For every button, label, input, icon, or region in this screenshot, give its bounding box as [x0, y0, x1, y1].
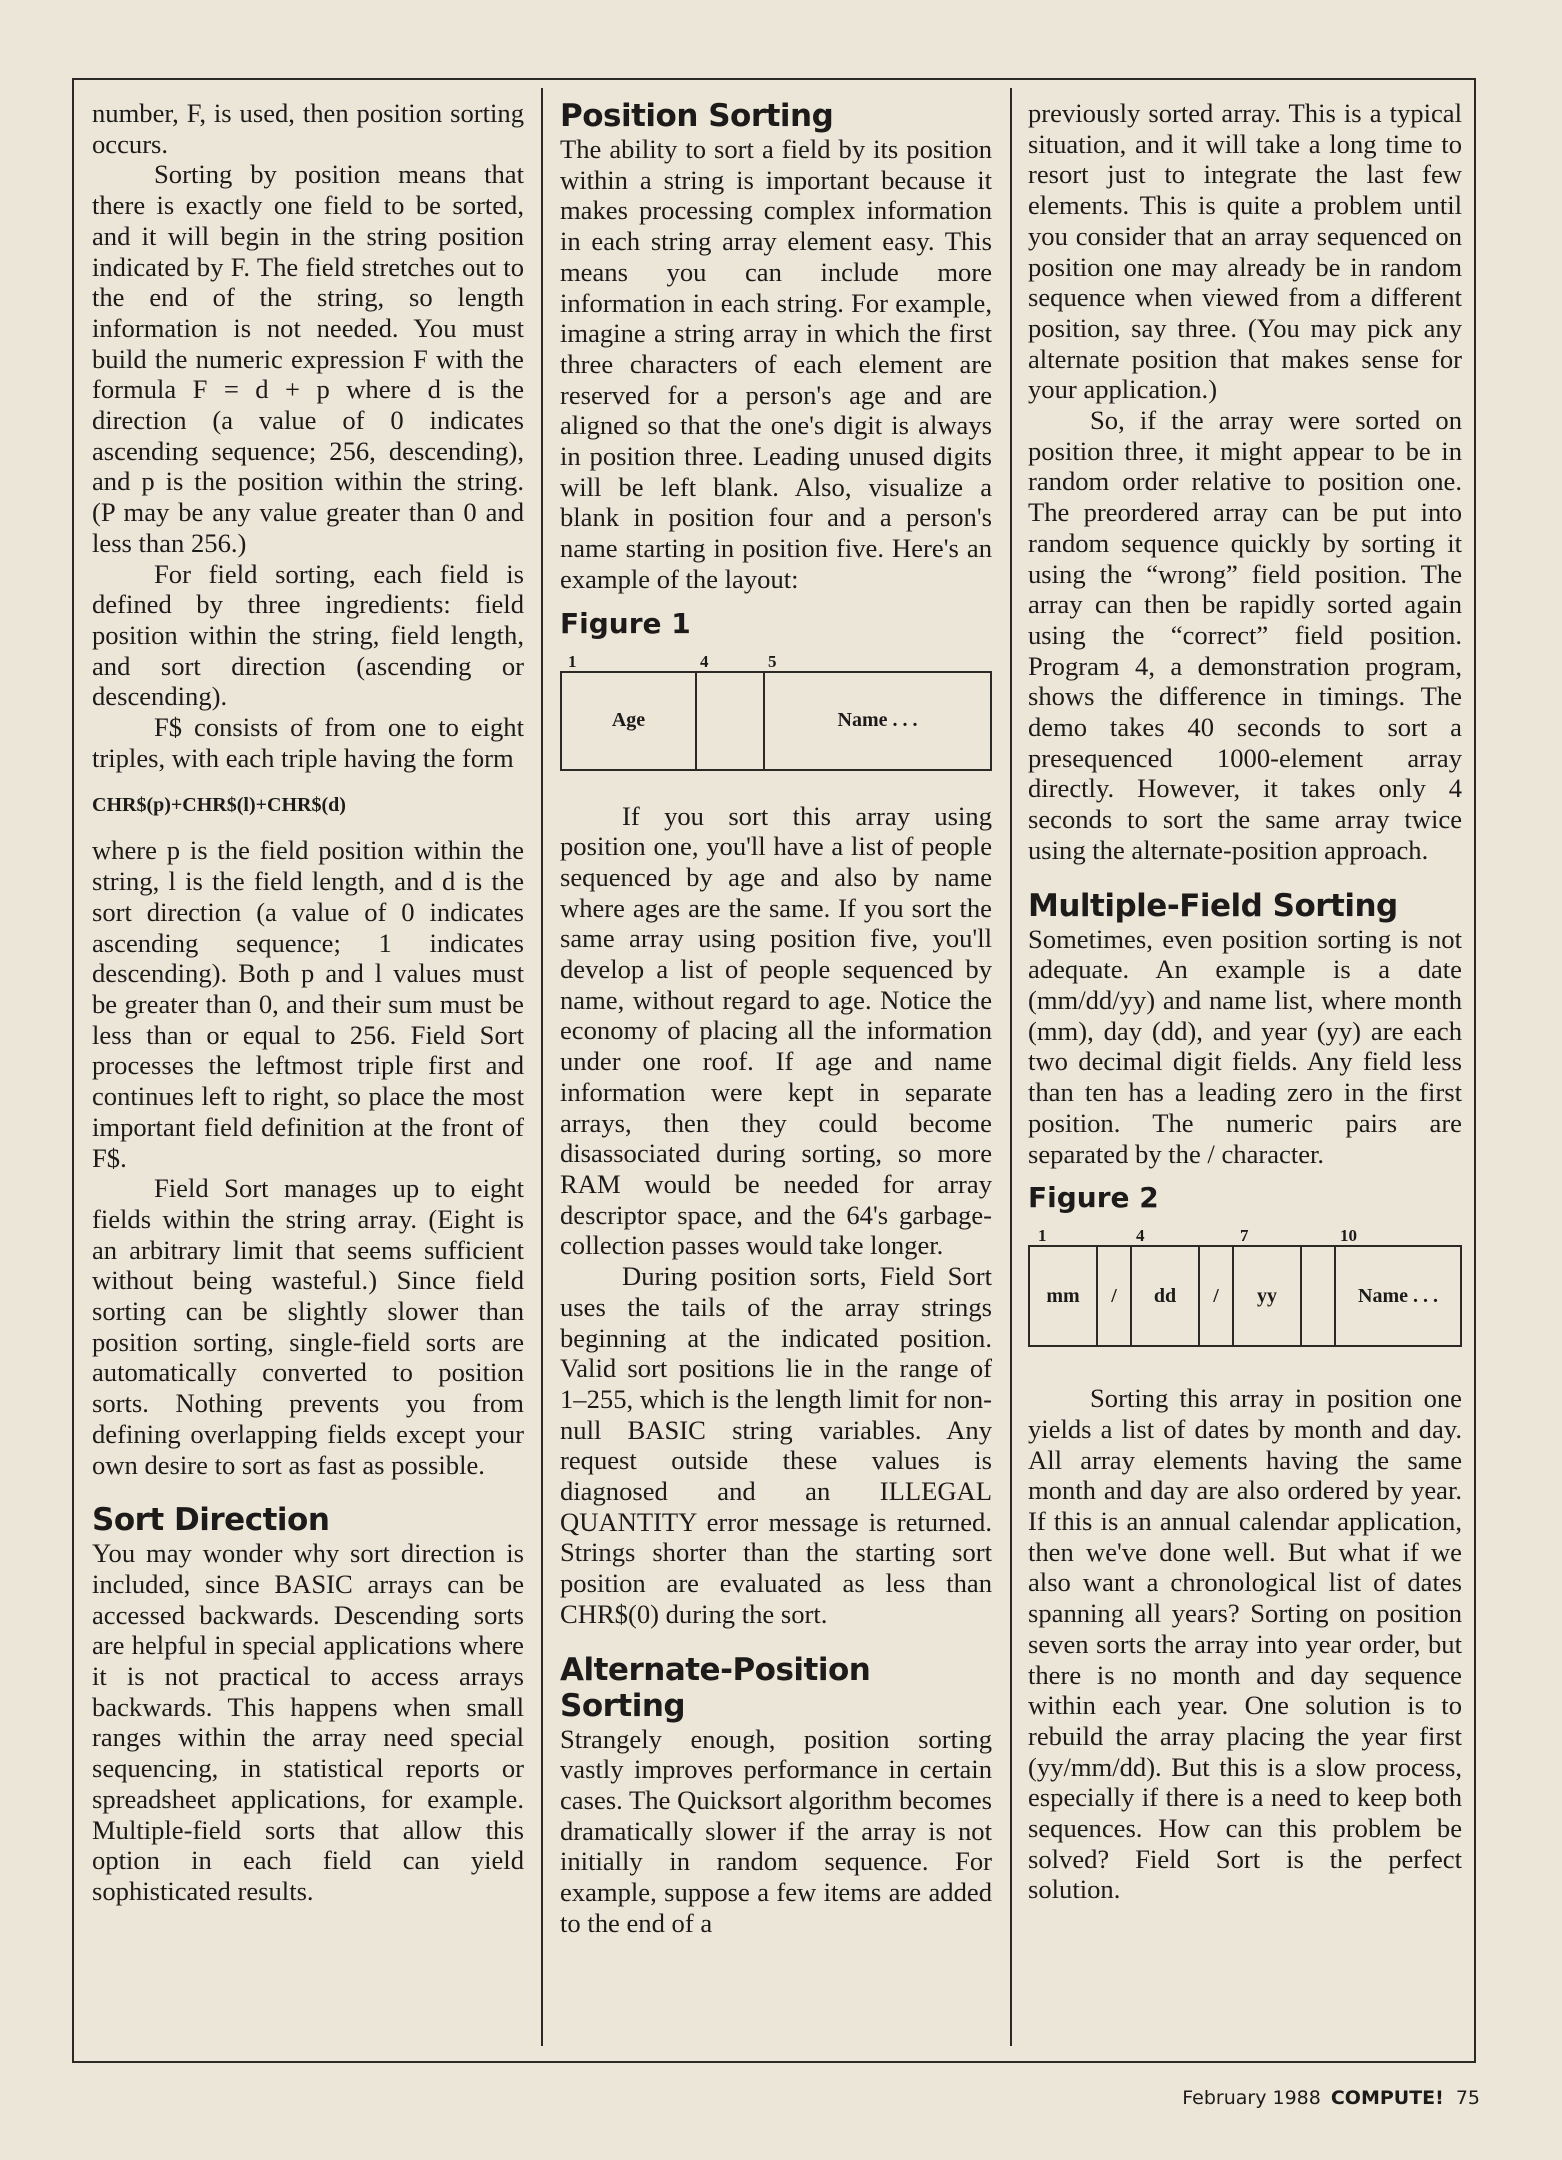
section-heading: Multiple-Field Sorting [1028, 887, 1398, 924]
column-rule [1010, 88, 1012, 2046]
page-footer [1170, 2087, 1480, 2109]
page-number: 75 [1455, 2087, 1480, 2109]
figure-cell: / [1199, 1246, 1233, 1346]
section-heading: Sort Direction [92, 1502, 330, 1539]
paragraph: Strangely enough, position sorting vastly improves performance in certain cases. The Quicksort algorithm becomes dramatically slower if the array is not initially in random sequence. For example, suppose a few items are added to the end of a [560, 1723, 992, 1938]
figure-cell [1301, 1246, 1335, 1346]
figure-cell [696, 672, 764, 770]
paragraph: F$ consists of from one to eight triples, with each triple having the form [92, 712, 524, 773]
column-rule [541, 88, 543, 2046]
figure-2-table [1028, 1245, 1462, 1347]
figure-label: Figure 1 [560, 606, 691, 640]
paragraph: number, F, is used, then position sorting occurs. [92, 98, 524, 159]
paragraph: where p is the field position within the string, l is the field length, and d is the sort direction (a value of 0 indicates ascending sequence; 1 indicates descending). Both p and l values must be greater than 0, and their sum must be less than or equal to 256. Field Sort processes the leftmost triple first and continues left to right, so place the most important field definition at the front of F$. [92, 835, 524, 1173]
paragraph: If you sort this array using position one, you'll have a list of people sequenced by age and also by name where ages are the same. If you sort the same array using position five, you'll develop a list of people sequenced by name, without regard to age. Notice the economy of placing all the information under one roof. If age and name information were kept in separate arrays, then they could become disassociated during sorting, so more RAM would be needed for array descriptor space, and the 64's garbage-collection passes would take longer. [560, 800, 992, 1261]
figure-cell: dd [1131, 1246, 1199, 1346]
paragraph: So, if the array were sorted on position three, it might appear to be in random order relative to position one. The preordered array can be put into random sequence quickly by sorting it using the “wrong” field position. The array can then be rapidly sorted again using the “correct” field position. Program 4, a demonstration program, shows the difference in timings. The demo takes 40 seconds to sort a presequenced 1000-element array directly. However, it takes only 4 seconds to sort the same array twice using the alternate-position approach. [1028, 405, 1462, 865]
figure-cell: Age [561, 672, 696, 770]
column-2 [560, 98, 992, 1938]
column-1 [92, 98, 524, 1907]
formula: CHR$(p)+CHR$(l)+CHR$(d) [92, 794, 346, 817]
paragraph: You may wonder why sort direction is included, since BASIC arrays can be accessed backwards. Descending sorts are helpful in special applications where it is not practical to access arrays backwards. This happens when small ranges within the array need special sequencing, in statistical reports or spreadsheet applications, for example. Multiple-field sorts that allow this option in each field can yield sophisticated results. [92, 1538, 524, 1906]
paragraph: During position sorts, Field Sort uses the tails of the array strings beginning at the indicated position. Valid sort positions lie in the range of 1–255, which is the length limit for non-null BASIC string variables. Any request outside these values is diagnosed and an ILLEGAL QUANTITY error message is returned. Strings shorter than the starting sort position are evaluated as less than CHR$(0) during the sort. [560, 1261, 992, 1629]
paragraph: The ability to sort a field by its position within a string is important because it makes processing complex information in each string array element easy. This means you can include more information in each string. For example, imagine a string array in which the first three characters of each element are reserved for a person's age and are aligned so that the one's digit is always in position three. Leading unused digits will be left blank. Also, visualize a blank in position four and a person's name starting in position five. Here's an example of the layout: [560, 134, 992, 594]
figure-cell: Name . . . [1335, 1246, 1461, 1346]
figure-cell: / [1097, 1246, 1131, 1346]
position-number: 1 [1038, 1226, 1047, 1246]
figure-position-numbers [1028, 1221, 1462, 1245]
paragraph: Sorting this array in position one yields a list of dates by month and day. All array elements having the same month and day are also ordered by year. If this is an annual calendar application, then we've done well. But what if we also want a chronological list of dates spanning all years? Sorting on position seven sorts the array into year order, but there is no month and day sequence within each year. One solution is to rebuild the array placing the year first (yy/mm/dd). But this is a slow process, especially if there is a need to keep both sequences. How can this problem be solved? Field Sort is the perfect solution. [1028, 1383, 1462, 1905]
issue-date: February 1988 [1182, 2087, 1321, 2109]
paragraph: For field sorting, each field is defined by three ingredients: field position within the string, field length, and sort direction (ascending or descending). [92, 558, 524, 712]
position-number: 1 [568, 651, 577, 671]
position-number: 10 [1340, 1226, 1357, 1246]
position-number: 4 [700, 651, 709, 671]
column-3 [1028, 98, 1462, 1905]
position-number: 7 [1240, 1226, 1249, 1246]
figure-cell: yy [1233, 1246, 1301, 1346]
paragraph: Sometimes, even position sorting is not adequate. An example is a date (mm/dd/yy) and name list, where month (mm), day (dd), and year (yy) are each two decimal digit fields. Any field less than ten has a leading zero in the first position. The numeric pairs are separated by the / character. [1028, 923, 1462, 1169]
figure-cell: Name . . . [764, 672, 991, 770]
magazine-name: COMPUTE! [1330, 2087, 1444, 2109]
figure-cell: mm [1029, 1246, 1097, 1346]
section-heading: Alternate-Position Sorting [560, 1651, 871, 1724]
section-heading: Position Sorting [560, 98, 834, 134]
position-number: 5 [768, 651, 777, 671]
position-number: 4 [1136, 1226, 1145, 1246]
figure-label: Figure 2 [1028, 1181, 1159, 1215]
paragraph: Sorting by position means that there is exactly one field to be sorted, and it will begin in the string position indicated by F. The field stretches out to the end of the string, so length information is not needed. You must build the numeric expression F with the formula F = d + p where d is the direction (a value of 0 indicates ascending sequence; 256, descending), and p is the position within the string. (P may be any value greater than 0 and less than 256.) [92, 159, 524, 558]
figure-position-numbers [560, 647, 992, 671]
figure-1-table [560, 671, 992, 771]
paragraph: previously sorted array. This is a typical situation, and it will take a long time to resort just to integrate the last few elements. This is quite a problem until you consider that an array sequenced on position one may already be in random sequence when viewed from a different position, say three. (You may pick any alternate position that makes sense for your application.) [1028, 98, 1462, 405]
paragraph: Field Sort manages up to eight fields within the string array. (Eight is an arbitrary limit that seems sufficient without being wasteful.) Since field sorting can be slightly slower than position sorting, single-field sorts are automatically converted to position sorts. Nothing prevents you from defining overlapping fields except your own desire to sort as fast as possible. [92, 1173, 524, 1480]
